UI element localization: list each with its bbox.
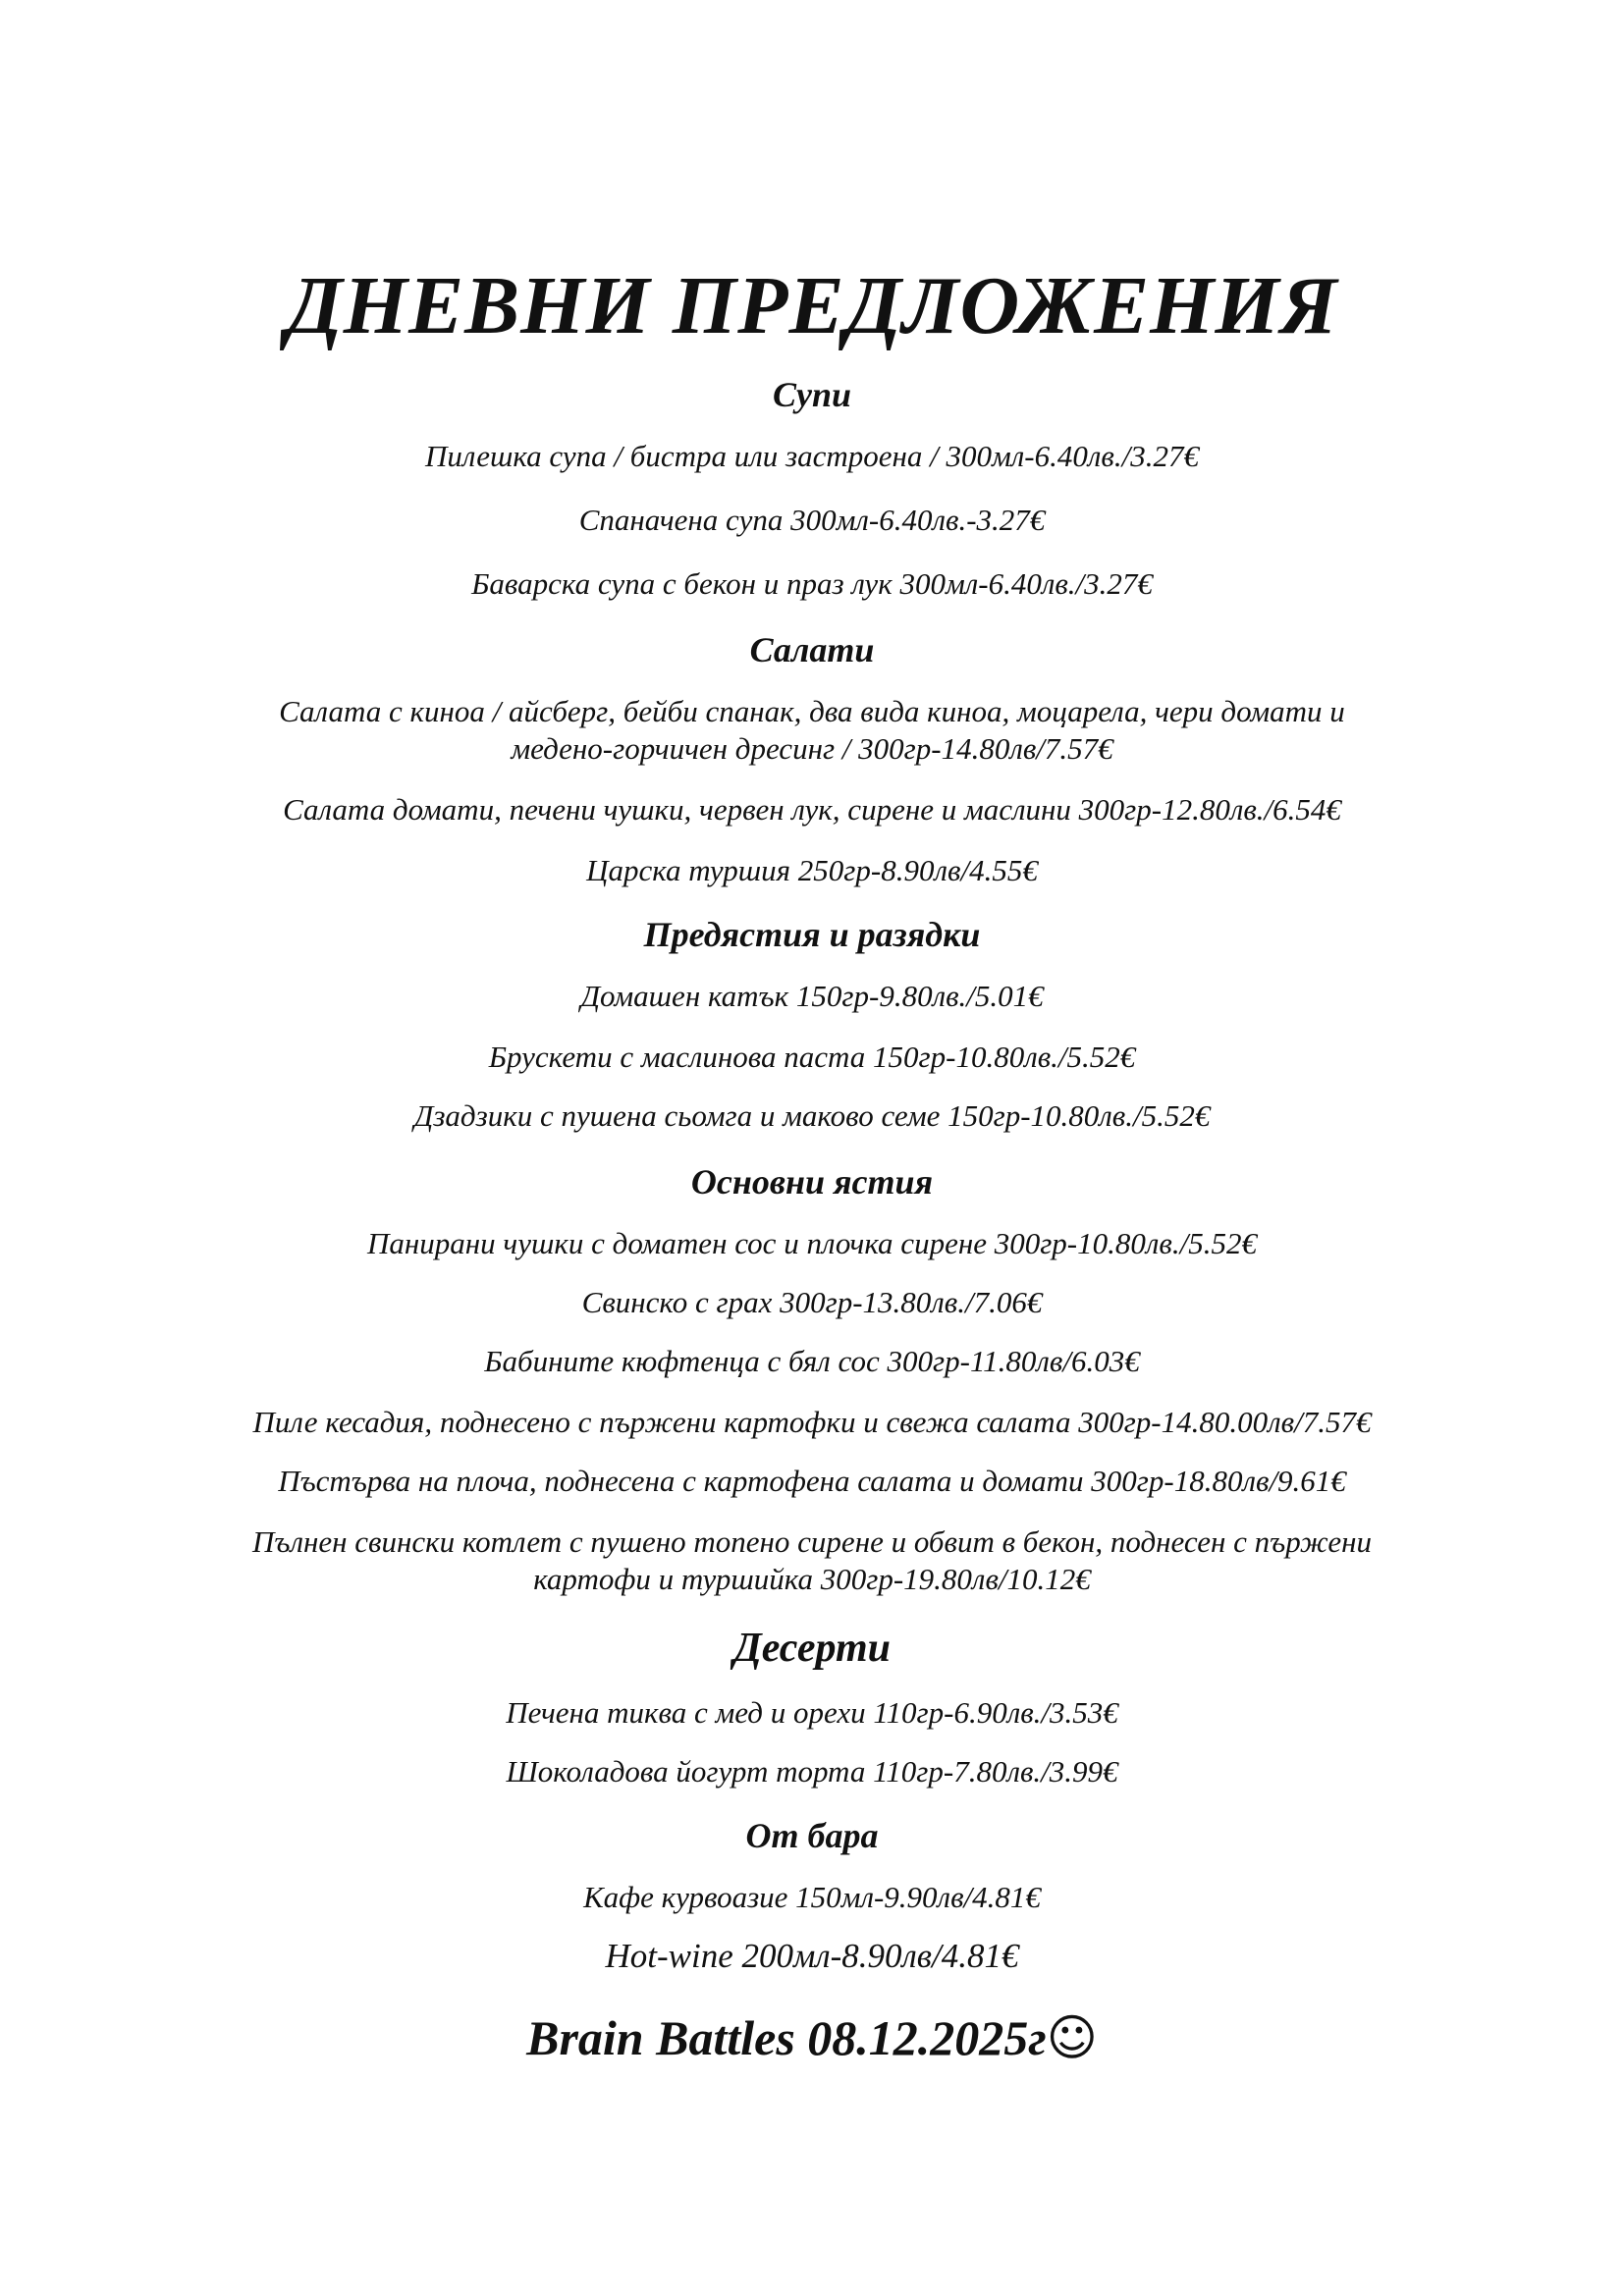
menu-item: Бабините кюфтенца с бял сос 300гр-11.80лв/6.03€ <box>484 1344 1140 1378</box>
menu-item: Пъстърва на плоча, поднесена с картофена салата и домати 300гр-18.80лв/9.61€ <box>278 1464 1346 1498</box>
section-heading-soups: Супи <box>772 375 852 414</box>
section-heading-bar: От бара <box>745 1816 879 1855</box>
smiley-icon: ☺ <box>1046 2009 1098 2066</box>
menu-item: Пилешка супа / бистра или застроена / 300мл-6.40лв./3.27€ <box>425 439 1199 473</box>
menu-item: Кафе курвоазие 150мл-9.90лв/4.81€ <box>583 1880 1041 1914</box>
menu-item: Пълнен свински котлет с пушено топено сирене и обвит в бекон, поднесен с пържени картофи и туршийка 300гр-19.80лв/10.12€ <box>251 1524 1372 1596</box>
menu-item: Спаначена супа 300мл-6.40лв.-3.27€ <box>578 503 1046 537</box>
menu-item: Салата домати, печени чушки, червен лук, сирене и маслини 300гр-12.80лв./6.54€ <box>283 792 1341 827</box>
menu-item: Hot-wine 200мл-8.90лв/4.81€ <box>605 1937 1019 1975</box>
section-heading-desserts: Десерти <box>733 1626 891 1671</box>
event-footer-text: Brain Battles 08.12.2025г <box>526 2010 1047 2065</box>
menu-item: Домашен катък 150гр-9.80лв./5.01€ <box>580 979 1044 1013</box>
menu-item: Панирани чушки с доматен сос и плочка сирене 300гр-10.80лв./5.52€ <box>367 1226 1257 1260</box>
menu-item: Печена тиква с мед и орехи 110гр-6.90лв./3.53€ <box>506 1695 1118 1730</box>
menu-item: Пиле кесадия, поднесено с пържени картофки и свежа салата 300гр-14.80.00лв/7.57€ <box>252 1405 1372 1439</box>
menu-item: Салата с киноа / айсберг, бейби спанак, два вида киноа, моцарела, чери домати и медено-горчичен дресинг / 300гр-14.80лв/7.57€ <box>279 694 1345 766</box>
event-footer <box>0 2008 1624 2067</box>
menu-item: Шоколадова йогурт торта 110гр-7.80лв./3.99€ <box>506 1754 1118 1789</box>
menu-item: Свинско с грах 300гр-13.80лв./7.06€ <box>581 1285 1043 1319</box>
menu-item: Дзадзики с пушена сьомга и маково семе 150гр-10.80лв./5.52€ <box>413 1098 1211 1133</box>
menu-title: ДНЕВНИ ПРЕДЛОЖЕНИЯ <box>286 260 1338 351</box>
menu-item: Брускети с маслинова паста 150гр-10.80лв./5.52€ <box>488 1040 1136 1074</box>
menu-item: Баварска супа с бекон и праз лук 300мл-6.40лв./3.27€ <box>471 566 1153 601</box>
section-heading-salads: Салати <box>749 630 875 669</box>
menu-item: Царска туршия 250гр-8.90лв/4.55€ <box>586 853 1038 887</box>
section-heading-starters: Предястия и разядки <box>643 915 981 954</box>
section-heading-main-dishes: Основни ястия <box>690 1162 934 1201</box>
